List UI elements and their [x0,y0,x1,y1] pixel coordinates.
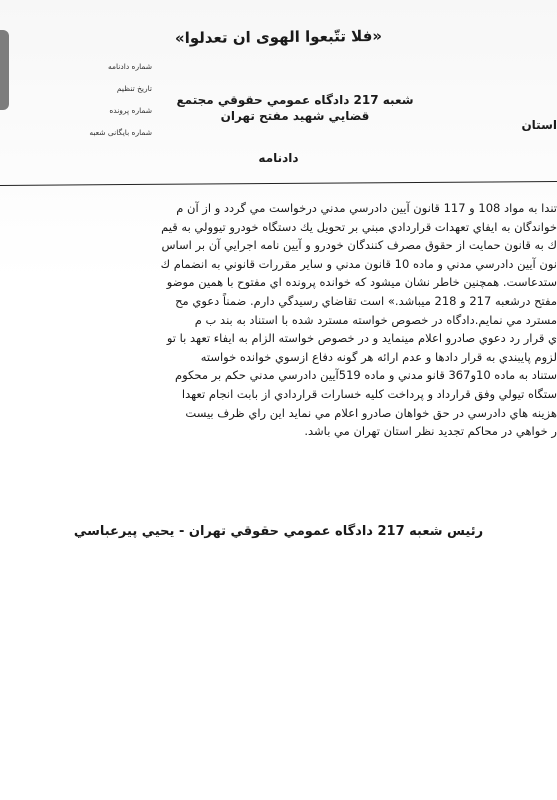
judge-signature: رئيس شعبه 217 دادگاه عمومي حقوقي تهران - يحيي پيرعباسي [73,524,484,539]
judgment-body [0,199,557,469]
court-name-line-2: قضايي شهيد مفتح تهران [220,109,370,123]
body-line: ي قرار رد دعوي صادرو اعلام مينمايد و در خصوص خواسته الزام به ايفاء تعهد با تو [166,331,557,346]
header-divider [0,181,557,186]
body-line: مسترد مي نمايم.دادگاه در خصوص خواسته مسترد شده با استناد به بند ب م [194,312,557,327]
body-line: هزينه هاي دادرسي در حق خواهان صادرو اعلام مي نمايد اين راي ظرف بيست [185,405,557,420]
meta-label-judgment-number: شماره دادنامه [107,62,152,71]
meta-label-date: تاریخ تنظیم [116,84,152,93]
document-meta-labels [62,56,152,144]
body-line: مفتح درشعبه 217 و 218 ميباشد.» است تقاضاي رسيدگي دارم. ضمناً دعوي مح [175,293,557,308]
meta-label-case-number: شماره پرونده [109,106,152,115]
meta-label-archive-number: شماره بایگانی شعبه [89,128,152,137]
body-line: تندا به مواد 108 و 117 قانون آیین دادرسي مدني درخواست مي گردد و از آن م [176,201,557,215]
body-line: ستناد به ماده 10و367 قانو مدني و ماده 519آيين دادرسي مدني حكم بر محكوم [175,368,557,383]
court-name [175,92,415,124]
body-line: لزوم پايبندي به قرار دادها و عدم ارائه هر گونه دفاع ازسوي خوانده خواسته [200,349,557,364]
body-line: نون آيين دادرسي مدني و ماده 10 قانون مدني و ساير مقررات قانوني به انضمام ك [160,256,557,271]
body-line: ر خواهي در محاكم تجديد نظر استان تهران مي باشد. [304,424,557,439]
province-label: استان [521,118,557,132]
document-title: دادنامه [258,151,299,165]
court-name-line-1: شعبه 217 دادگاه عمومي حقوقي مجتمع [176,93,414,107]
header-verse: «فلا تتّبعوا الهوی ان تعدلوا» [174,26,383,48]
body-line: ستدعاست. همچنين خاطر نشان ميشود كه خوانده پرونده اي مفتوح با همين موضو [166,275,557,290]
body-line: ك به قانون حمايت از حقوق مصرف كنندگان خودرو و آيين نامه اجرايي آن بر اساس [161,238,557,253]
body-line: خواندگان به ایفاي تعهدات قراردادي مبني بر تحويل يك دستگاه خودرو تيوولي به قيم [161,219,557,234]
body-line: ستگاه تيولي وفق قرارداد و پرداخت كليه خسارات قراردادي از بابت انجام تعهدا [181,386,557,401]
